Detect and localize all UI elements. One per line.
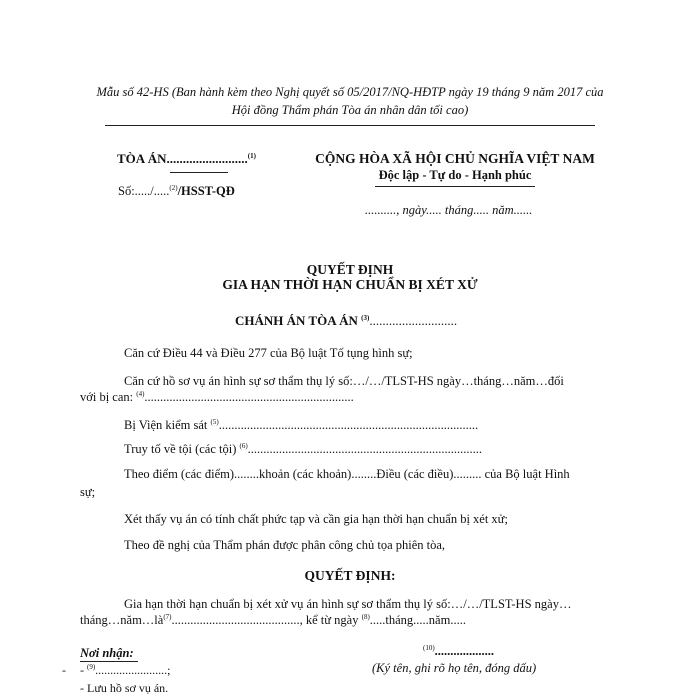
signer-title: $^{(10)}$................... (423, 644, 495, 658)
motto-underline (375, 186, 535, 187)
basis-article: Căn cứ Điều 44 và Điều 277 của Bộ luật Tố tụng hình sự; (124, 346, 413, 360)
chief-judge-heading: CHÁNH ÁN TÒA ÁN $^{(3)}$........................... (235, 313, 458, 328)
basis-case-file-line2: với bị can: $^{(4)}$................................................................... (80, 390, 354, 404)
complexity-consideration: Xét thấy vụ án có tính chất phức tạp và cần gia hạn thời hạn chuẩn bị xét xử; (124, 512, 508, 526)
recipients-label: Nơi nhận: (80, 646, 134, 660)
procuracy-line: Bị Viện kiểm sát $^{(5)}$................................................................................... (124, 418, 479, 432)
date-line: .........., ngày..... tháng..... năm...... (365, 203, 533, 217)
basis-case-file-line1: Căn cứ hồ sơ vụ án hình sự sơ thẩm thụ lý số:…/…/TLST-HS ngày…tháng…năm…đối (124, 374, 564, 388)
prosecuted-crime-line: Truy tố về tội (các tội) $^{(6)}$........................................................................... (124, 442, 483, 456)
decision-heading: QUYẾT ĐỊNH: (304, 568, 396, 583)
signature-note: (Ký tên, ghi rõ họ tên, đóng dấu) (372, 661, 537, 675)
recipient-bullet: - (62, 663, 66, 677)
recipient-2: - Lưu hồ sơ vụ án. (80, 681, 169, 695)
recipients-underline (80, 661, 138, 662)
court-underline (170, 172, 228, 173)
court-name: TÒA ÁN.........................$^{(1)}$ (117, 151, 256, 166)
decision-line2: $tháng\dots năm\dots là^{(7)}$........................................., kể từ ngày $^{(8)}$.....tháng.....năm..... (80, 613, 466, 627)
nation-title: CỘNG HÒA XÃ HỘI CHỦ NGHĨA VIỆT NAM (315, 151, 595, 166)
document-title: QUYẾT ĐỊNH (306, 262, 394, 277)
decision-line1: Gia hạn thời hạn chuẩn bị xét xử vụ án hình sự sơ thẩm thụ lý số:…/…/TLST-HS ngày… (124, 597, 572, 611)
recipient-1: - $^{(9)}$........................; (80, 663, 171, 677)
document-subtitle: GIA HẠN THỜI HẠN CHUẨN BỊ XÉT XỬ (222, 277, 478, 292)
decision-number: Số:...../.....$^{(2)}$/HSST-QĐ (118, 184, 235, 198)
legal-basis-line2: sự; (80, 485, 96, 499)
header-divider (105, 125, 595, 126)
form-note-line1: Mẫu số 42-HS (Ban hành kèm theo Nghị quyết số 05/2017/NQ-HĐTP ngày 19 tháng 9 năm 2017 của (96, 85, 604, 99)
motto: Độc lập - Tự do - Hạnh phúc (378, 168, 532, 182)
legal-basis-line1: Theo điểm (các điểm)........khoản (các khoản)........Điều (các điều)......... của Bộ luật Hình (124, 467, 570, 481)
form-note-line2: Hội đồng Thẩm phán Tòa án nhân dân tối cao) (231, 103, 469, 117)
judge-proposal: Theo đề nghị của Thẩm phán được phân công chủ tọa phiên tòa, (124, 538, 446, 552)
